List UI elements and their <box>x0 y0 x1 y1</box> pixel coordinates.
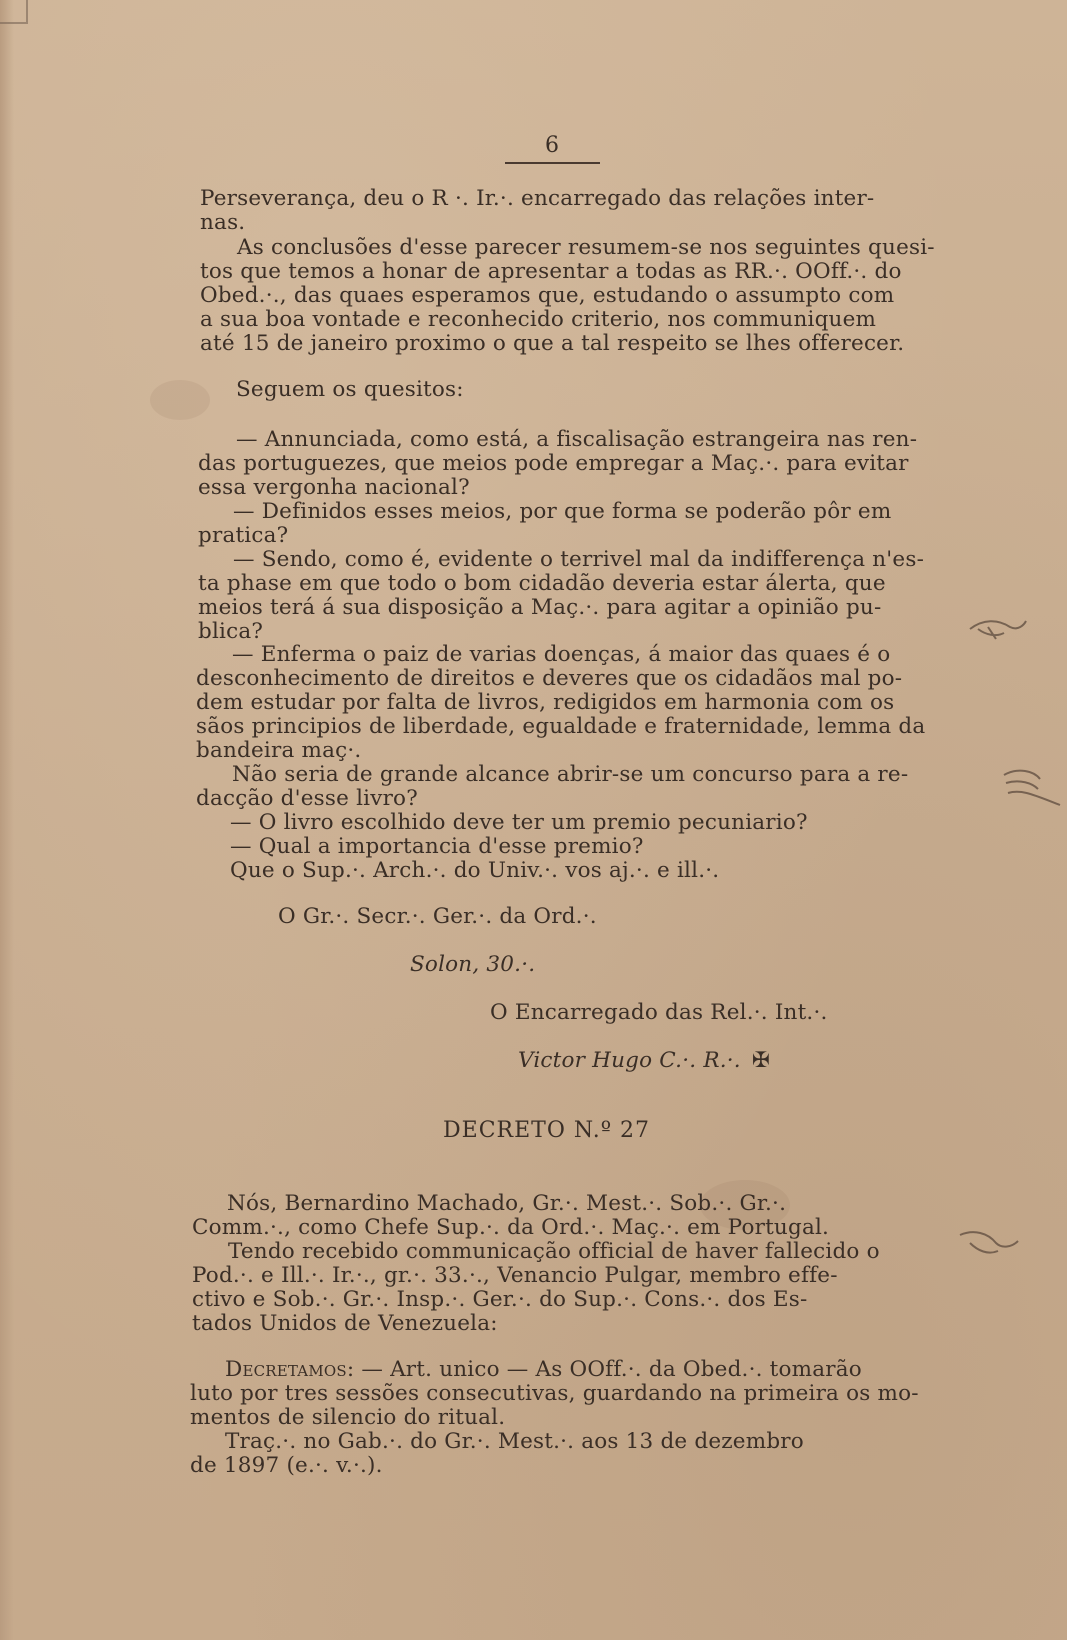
text-line: dem estudar por falta de livros, redigidos em harmonia com os <box>196 690 895 715</box>
text-line: tos que temos a honar de apresentar a todas as RR.·. OOff.·. do <box>200 259 902 284</box>
text-line: mentos de silencio do ritual. <box>190 1405 506 1430</box>
text-line: a sua boa vontade e reconhecido criterio, nos communiquem <box>200 307 877 332</box>
text-line: até 15 de janeiro proximo o que a tal respeito se lhes offerecer. <box>200 331 905 356</box>
signature-title: O Gr.·. Secr.·. Ger.·. da Ord.·. <box>278 904 597 929</box>
text-line: bandeira maç·. <box>196 738 362 763</box>
decree-lead: Decretamos: <box>225 1357 355 1382</box>
text-line: Pod.·. e Ill.·. Ir.·., gr.·. 33.·., Venancio Pulgar, membro effe- <box>192 1263 838 1288</box>
text-line: Comm.·., como Chefe Sup.·. da Ord.·. Maç.·. em Portugal. <box>192 1215 830 1240</box>
text-line: Traç.·. no Gab.·. do Gr.·. Mest.·. aos 13 de dezembro <box>225 1429 804 1454</box>
text-line: nas. <box>200 210 246 235</box>
text-line: blica? <box>198 619 264 644</box>
signature-name: Solon, 30.·. <box>410 952 536 977</box>
text-line: — O livro escolhido deve ter um premio pecuniario? <box>230 810 808 835</box>
text-line: tados Unidos de Venezuela: <box>192 1311 498 1336</box>
text-line: das portuguezes, que meios pode empregar a Maç.·. para evitar <box>198 451 909 476</box>
text-line: — Sendo, como é, evidente o terrivel mal da indifferença n'es- <box>233 547 925 572</box>
text-line: — Qual a importancia d'esse premio? <box>230 834 644 859</box>
cross-symbol-icon: ✠ <box>751 1048 771 1073</box>
decree-heading: DECRETO N.º 27 <box>443 1118 651 1143</box>
text-line: luto por tres sessões consecutivas, guardando na primeira os mo- <box>190 1381 919 1406</box>
leaf-ornament-icon <box>1000 765 1062 822</box>
text-line: — Enferma o paiz de varias doenças, á maior das quaes é o <box>232 642 891 667</box>
signature-name-text: Victor Hugo C.·. R.·. <box>518 1048 741 1073</box>
text-line: meios terá á sua disposição a Maç.·. para agitar a opinião pu- <box>198 595 882 620</box>
text-line: — Definidos esses meios, por que forma se poderão pôr em <box>233 499 892 524</box>
paper-stain <box>150 380 210 420</box>
text-line: dacção d'esse livro? <box>196 786 418 811</box>
corner-mark <box>0 0 28 24</box>
text-line: ta phase em que todo o bom cidadão deveria estar álerta, que <box>198 571 886 596</box>
leaf-ornament-icon <box>958 1225 1022 1272</box>
page-edge-shadow <box>0 0 14 1640</box>
page-number: 6 <box>545 133 559 158</box>
text-line: essa vergonha nacional? <box>198 475 470 500</box>
decree-text: — Art. unico — As OOff.·. da Obed.·. tomarão <box>354 1357 862 1382</box>
text-line: Que o Sup.·. Arch.·. do Univ.·. vos aj.·. e ill.·. <box>230 858 720 883</box>
text-line: Não seria de grande alcance abrir-se um concurso para a re- <box>232 762 909 787</box>
leaf-ornament-icon <box>968 615 1028 652</box>
signature-name <box>518 1049 770 1073</box>
text-line: Perseverança, deu o R ·. Ir.·. encarregado das relações inter- <box>200 186 875 211</box>
text-line: As conclusões d'esse parecer resumem-se nos seguintes quesi- <box>237 235 935 260</box>
text-line: pratica? <box>198 523 289 548</box>
text-line: ctivo e Sob.·. Gr.·. Insp.·. Ger.·. do Sup.·. Cons.·. dos Es- <box>192 1287 808 1312</box>
page-number-rule <box>505 162 600 164</box>
text-line: — Annunciada, como está, a fiscalisação estrangeira nas ren- <box>236 427 918 452</box>
text-line: de 1897 (e.·. v.·.). <box>190 1453 383 1478</box>
text-line: Nós, Bernardino Machado, Gr.·. Mest.·. Sob.·. Gr.·. <box>227 1191 787 1216</box>
text-line: desconhecimento de direitos e deveres que os cidadãos mal po- <box>196 666 903 691</box>
text-line: Obed.·., das quaes esperamos que, estudando o assumpto com <box>200 283 895 308</box>
text-line: Tendo recebido communicação official de haver fallecido o <box>228 1239 880 1264</box>
text-line: Seguem os quesitos: <box>236 377 464 402</box>
text-line: sãos principios de liberdade, egualdade e fraternidade, lemma da <box>196 714 926 739</box>
text-line <box>225 1358 862 1382</box>
signature-title: O Encarregado das Rel.·. Int.·. <box>490 1000 828 1025</box>
